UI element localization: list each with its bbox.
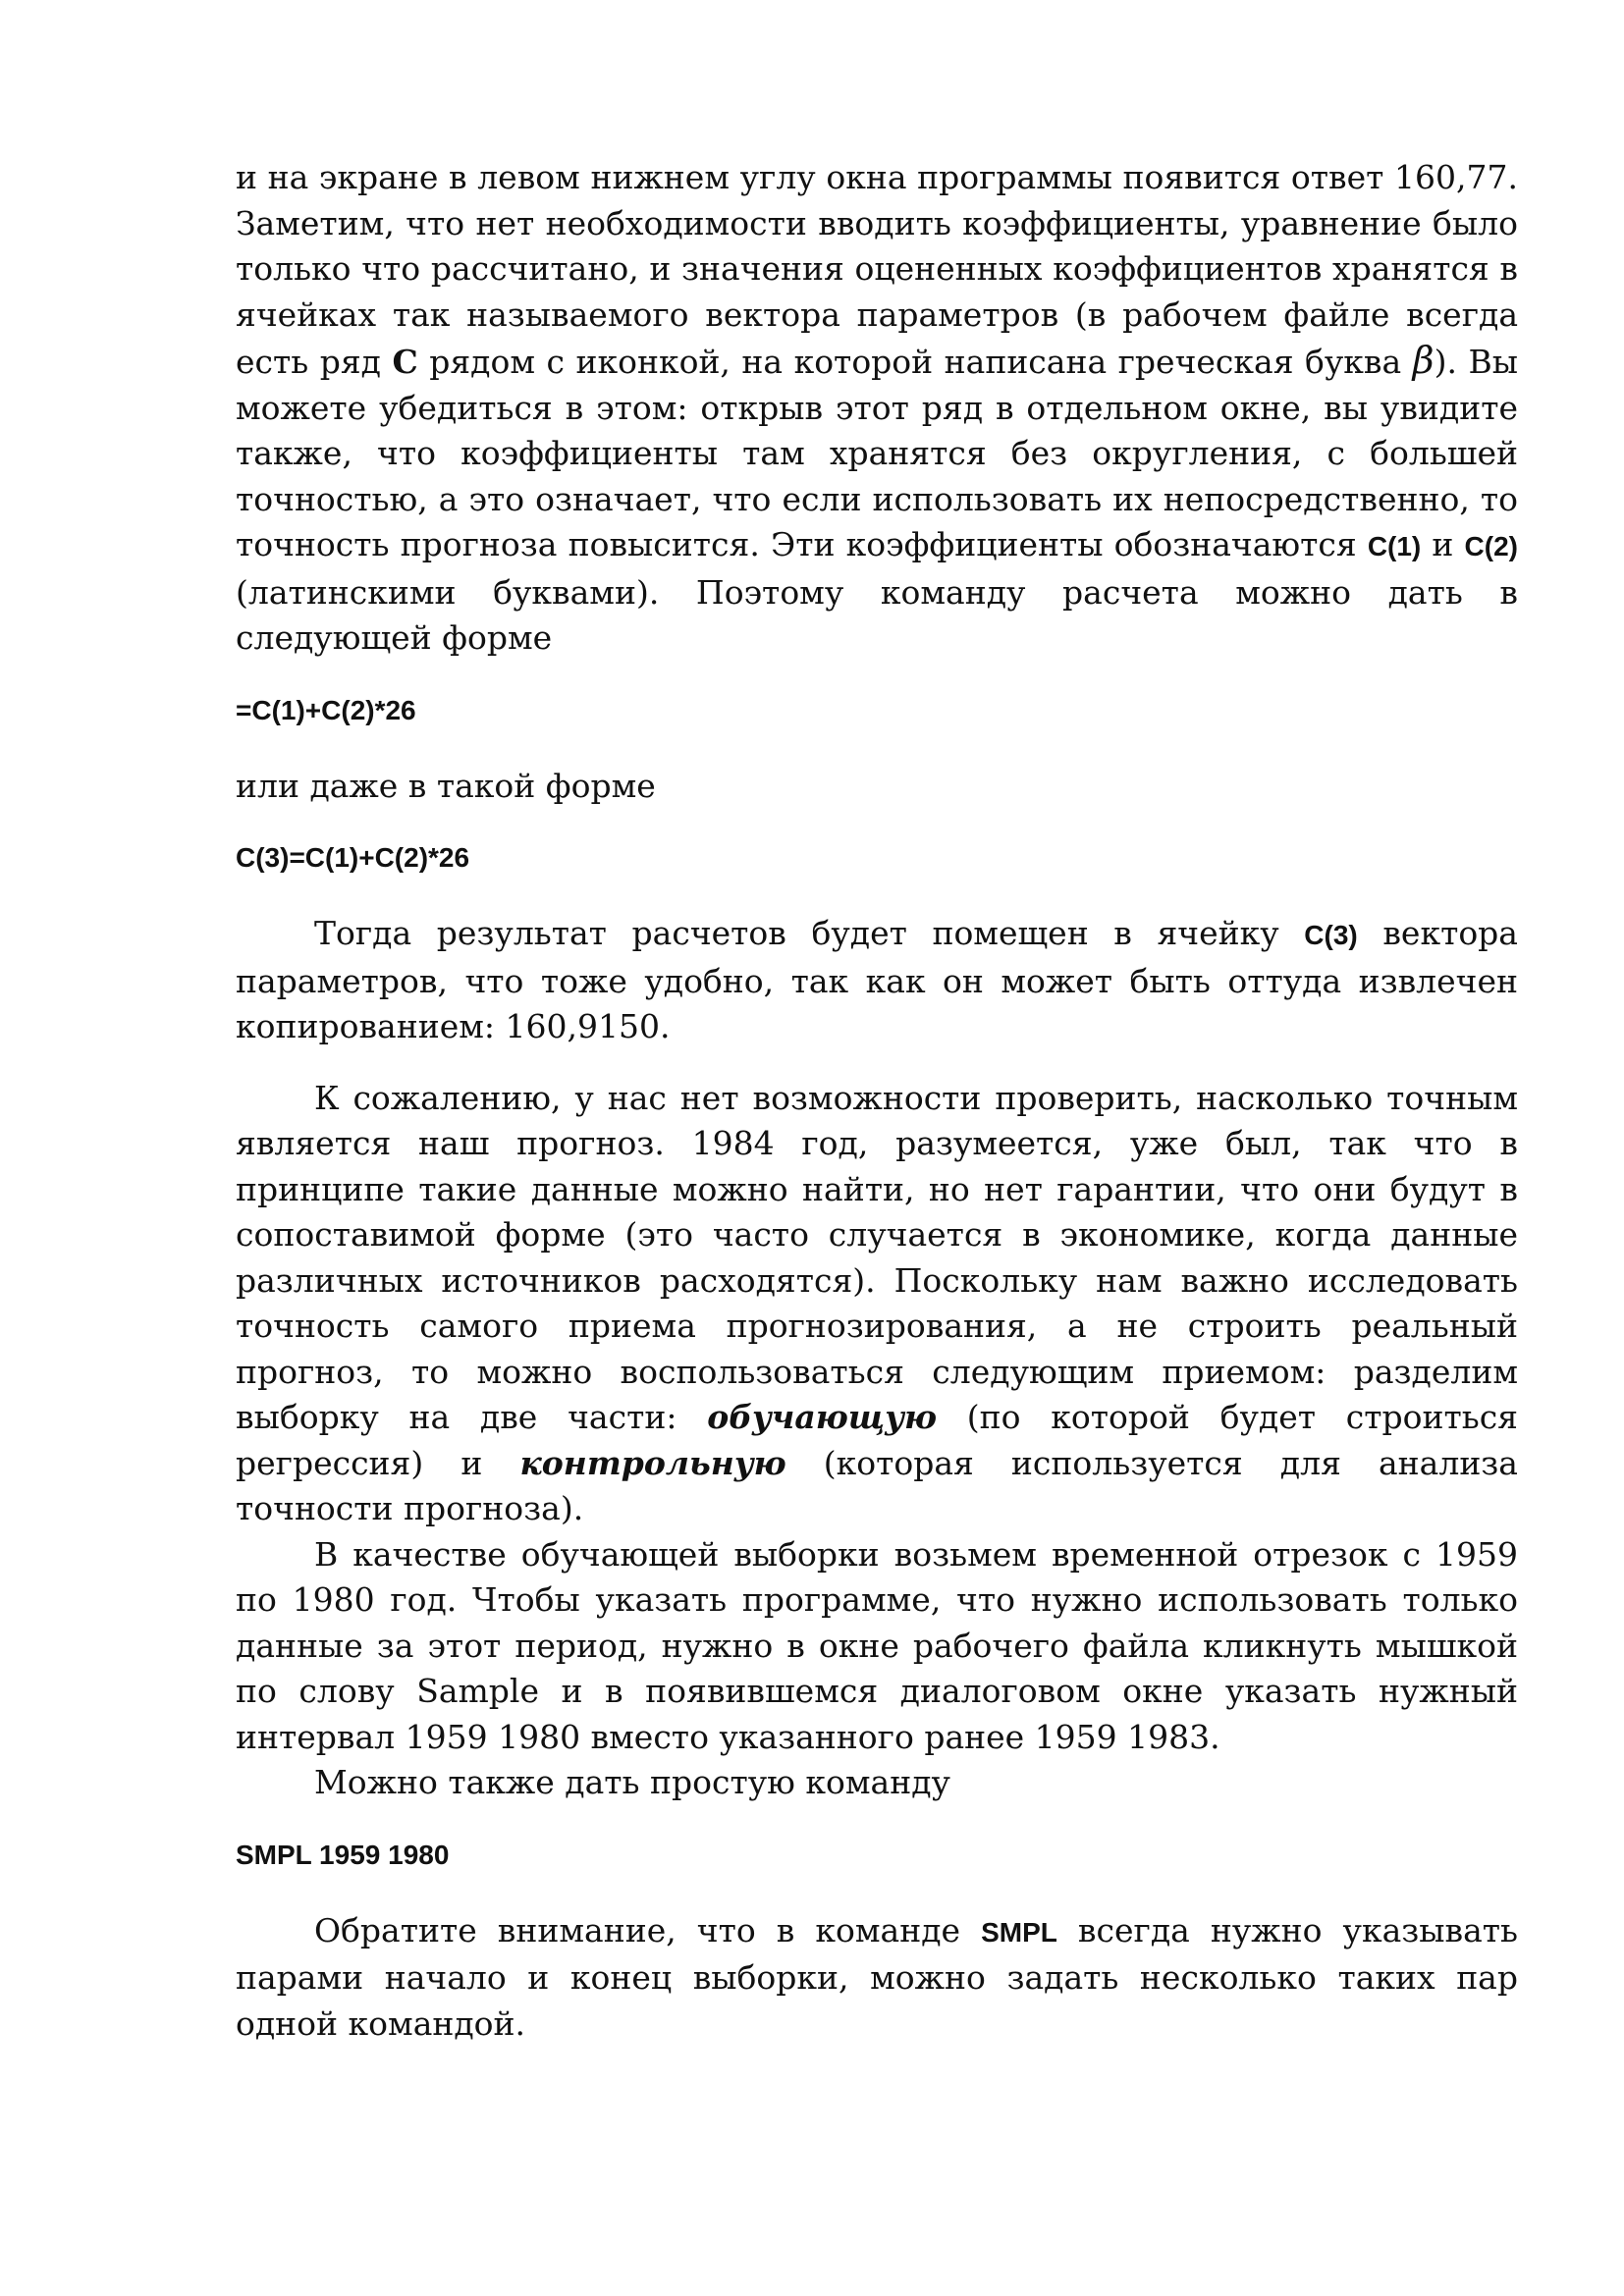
code-c2: C(2): [1464, 531, 1518, 561]
paragraph-6: Можно также дать простую команду: [314, 1763, 950, 1801]
term-training: обучающую: [707, 1398, 938, 1436]
series-c-label: C: [392, 343, 418, 381]
code-c1: C(1): [1367, 531, 1422, 561]
code-smpl: SMPL: [981, 1916, 1057, 1948]
command-2: C(3)=C(1)+C(2)*26: [236, 842, 470, 873]
beta-symbol: β: [1412, 339, 1435, 382]
paragraph-1: и на экране в левом нижнем углу окна программы появится ответ 160,77. Заметим, что нет необходимости вводить коэффициенты, уравнение было только что рассчитано, и значения оцененных коэффициентов хранятся в ячейках так называемого вектора параметров (в рабочем файле всегда есть ряд C рядом с иконкой, на которой написана греческая буква β). Вы можете убедиться в этом: открыв этот ряд в отдельном окне, вы увидите также, что коэффициенты там хранятся без округления, с большей точностью, а это означает, что если использовать их непосредственно, то точность прогноза повысится. Эти коэффициенты обозначаются C(1) и C(2) (латинскими буквами). Поэтому команду расчета можно дать в следующей форме: [236, 158, 1518, 657]
command-3: SMPL 1959 1980: [236, 1839, 450, 1870]
document-page: [236, 155, 1518, 2047]
term-control: контрольную: [519, 1443, 786, 1482]
paragraph-3: Тогда результат расчетов будет помещен в ячейку C(3) вектора параметров, что тоже удобно, так как он может быть оттуда извлечен копированием: 160,9150.: [236, 914, 1518, 1045]
command-1: =C(1)+C(2)*26: [236, 694, 416, 725]
paragraph-7: Обратите внимание, что в команде SMPL всегда нужно указывать парами начало и конец выборки, можно задать несколько таких пар одной командой.: [236, 1910, 1518, 2043]
code-c3: C(3): [1304, 920, 1358, 950]
paragraph-2: или даже в такой форме: [236, 766, 656, 805]
paragraph-4: К сожалению, у нас нет возможности проверить, насколько точным является наш прогноз. 1984 год, разумеется, уже был, так что в принципе такие данные можно найти, но нет гарантии, что они будут в сопоставимой форме (это часто случается в экономике, когда данные различных источников расходятся). Поскольку нам важно исследовать точность самого приема прогнозирования, а не строить реальный прогноз, то можно воспользоваться следующим приемом: разделим выборку на две части: обучающую (по которой будет строиться регрессия) и контрольную (которая используется для анализа точности прогноза).: [236, 1078, 1518, 1527]
paragraph-5: В качестве обучающей выборки возьмем временной отрезок с 1959 по 1980 год. Чтобы указать программе, что нужно использовать только данные за этот период, нужно в окне рабочего файла кликнуть мышкой по слову Sample и в появившемся диалоговом окне указать нужный интервал 1959 1980 вместо указанного ранее 1959 1983.: [236, 1534, 1518, 1756]
